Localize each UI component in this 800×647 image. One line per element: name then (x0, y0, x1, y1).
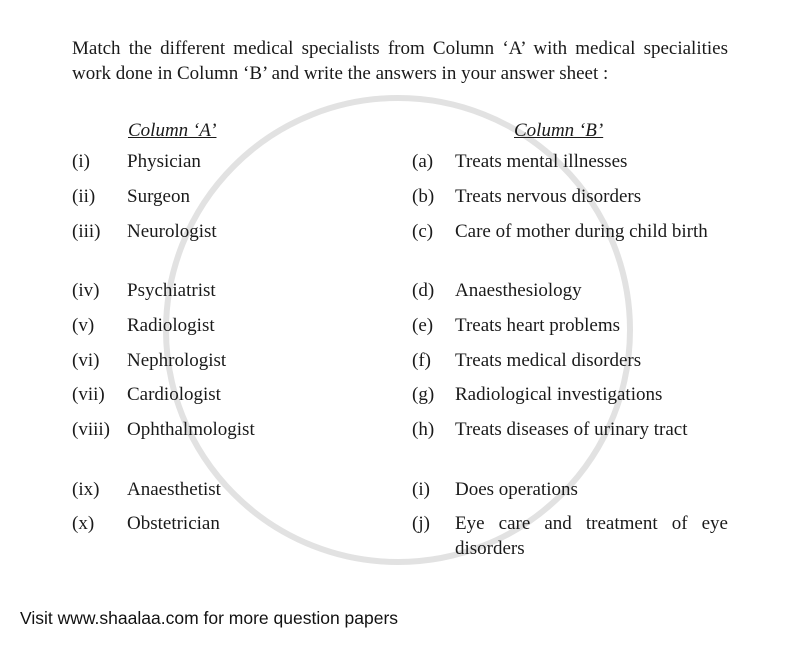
speciality-description: Treats mental illnesses (455, 151, 628, 172)
column-a-number: (ii) (72, 186, 96, 207)
specialist-name: Nephrologist (127, 350, 227, 371)
specialist-name: Radiologist (127, 315, 215, 336)
column-b-letter: (a) (412, 151, 434, 172)
column-b-letter: (d) (412, 280, 435, 301)
column-b-letter: (i) (412, 479, 430, 500)
question-text: Match the different medical specialists from Column ‘A’ with medical specialities work done in Column ‘B’ and write the answers in your answer sheet : (72, 38, 728, 84)
speciality-description: Treats medical disorders (455, 350, 642, 371)
column-b-letter: (e) (412, 315, 434, 336)
column-a-number: (ix) (72, 479, 100, 500)
column-a-number: (viii) (72, 419, 110, 440)
column-a-number: (iii) (72, 221, 101, 242)
specialist-name: Cardiologist (127, 384, 221, 405)
specialist-name: Obstetrician (127, 513, 220, 534)
column-b-header: Column ‘B’ (514, 120, 604, 141)
column-b-letter: (b) (412, 186, 435, 207)
specialist-name: Anaesthetist (127, 479, 221, 500)
speciality-description: Treats diseases of urinary tract (455, 419, 688, 440)
speciality-description: Treats heart problems (455, 315, 620, 336)
column-a-number: (vi) (72, 350, 100, 371)
column-a-number: (v) (72, 315, 95, 336)
specialist-name: Neurologist (127, 221, 217, 242)
column-a-number: (vii) (72, 384, 105, 405)
speciality-description: Does operations (455, 479, 578, 500)
column-a-number: (iv) (72, 280, 100, 301)
column-b-letter: (c) (412, 221, 434, 242)
speciality-description: Treats nervous disorders (455, 186, 642, 207)
specialist-name: Physician (127, 151, 201, 172)
footer-text: Visit www.shaalaa.com for more question papers (20, 608, 399, 628)
specialist-name: Ophthalmologist (127, 419, 255, 440)
column-b-letter: (h) (412, 419, 435, 440)
column-a-number: (x) (72, 513, 95, 534)
specialist-name: Surgeon (127, 186, 190, 207)
speciality-description: Radiological investigations (455, 384, 663, 405)
speciality-description: Anaesthesiology (455, 280, 582, 301)
column-b-letter: (f) (412, 350, 431, 371)
speciality-description: Care of mother during child birth (455, 221, 708, 242)
speciality-description: Eye care and treatment of eye disorders (455, 513, 728, 559)
column-b-letter: (g) (412, 384, 435, 405)
column-a-header: Column ‘A’ (128, 120, 217, 141)
specialist-name: Psychiatrist (127, 280, 216, 301)
column-b-letter: (j) (412, 513, 430, 534)
column-a-number: (i) (72, 151, 90, 172)
